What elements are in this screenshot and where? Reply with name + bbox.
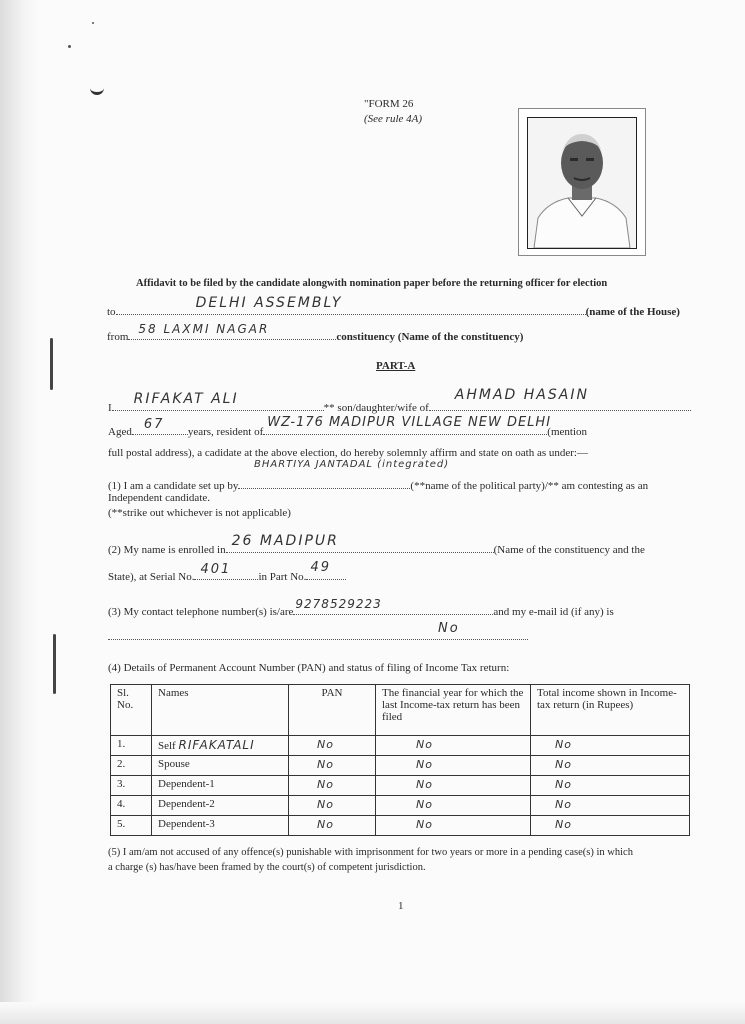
portrait-image bbox=[528, 118, 636, 248]
row-income: No bbox=[531, 776, 690, 796]
row-pan: No bbox=[289, 816, 376, 836]
age-row bbox=[108, 415, 587, 438]
item1-suffix: (**name of the political party)/** am contesting as an bbox=[410, 480, 649, 492]
constituency-row bbox=[107, 322, 524, 343]
row-year: No bbox=[376, 816, 531, 836]
age-value: 67 bbox=[143, 417, 165, 432]
constituency-value: 58 LAXMI NAGAR bbox=[138, 322, 270, 336]
row-year: No bbox=[376, 736, 531, 756]
row-name bbox=[152, 736, 289, 756]
row-sl: 1. bbox=[111, 736, 152, 756]
address-value: WZ-176 MADIPUR VILLAGE NEW DELHI bbox=[267, 415, 552, 430]
relation-label: ** son/daughter/wife of bbox=[323, 402, 429, 414]
to-label: to bbox=[107, 306, 116, 318]
staple-mark bbox=[50, 338, 53, 390]
constituency-suffix: constituency (Name of the constituency) bbox=[336, 331, 524, 343]
row-name-hw: RIFAKATALI bbox=[178, 738, 255, 752]
col-sl: Sl. No. bbox=[111, 685, 152, 736]
item1-label: (1) I am a candidate set up by bbox=[108, 480, 239, 492]
part-label: in Part No. bbox=[258, 571, 307, 583]
item1-row bbox=[108, 477, 648, 492]
row-income: No bbox=[531, 756, 690, 776]
row-income: No bbox=[531, 736, 690, 756]
scan-speck bbox=[92, 22, 94, 24]
enrolled-value: 26 MADIPUR bbox=[231, 533, 339, 549]
postal-text: full postal address), a cadidate at the above election, do hereby solemnly affirm and state on oath as under:— bbox=[108, 447, 588, 459]
row-name: Dependent-1 bbox=[152, 776, 289, 796]
serial-value: 401 bbox=[200, 562, 232, 577]
row-name: Dependent-2 bbox=[152, 796, 289, 816]
row-year: No bbox=[376, 796, 531, 816]
row-income: No bbox=[531, 796, 690, 816]
state-label: State), at Serial No. bbox=[108, 571, 195, 583]
pan-table bbox=[110, 684, 690, 836]
row-sl: 3. bbox=[111, 776, 152, 796]
scan-edge-shadow bbox=[0, 0, 40, 1024]
row-name: Spouse bbox=[152, 756, 289, 776]
from-label: from bbox=[107, 331, 129, 343]
email-row bbox=[108, 621, 528, 643]
row-year: No bbox=[376, 776, 531, 796]
affidavit-heading: Affidavit to be filed by the candidate alongwith nomination paper before the returning officer for election bbox=[136, 278, 608, 289]
form-title: "FORM 26 bbox=[364, 98, 414, 110]
scan-bottom-shadow bbox=[0, 1002, 745, 1024]
part-value: 49 bbox=[310, 560, 331, 575]
row-name-label: Self bbox=[158, 740, 176, 752]
serial-row bbox=[108, 560, 346, 583]
row-sl: 2. bbox=[111, 756, 152, 776]
party-value: BHARTIYA JANTADAL (integrated) bbox=[254, 459, 450, 470]
item5-line2: a charge (s) has/have been framed by the court(s) of competent jurisdiction. bbox=[108, 862, 426, 873]
phone-value: 9278529223 bbox=[295, 597, 382, 611]
aged-label: Aged bbox=[108, 426, 132, 438]
row-sl: 5. bbox=[111, 816, 152, 836]
strike-note: (**strike out whichever is not applicable) bbox=[108, 507, 291, 519]
house-field bbox=[116, 295, 586, 315]
page-number: 1 bbox=[398, 900, 404, 912]
resident-label: years, resident of bbox=[187, 426, 264, 438]
row-name: Dependent-3 bbox=[152, 816, 289, 836]
table-row bbox=[111, 776, 690, 796]
email-value: No bbox=[438, 621, 460, 636]
age-field bbox=[132, 417, 188, 435]
father-field bbox=[429, 387, 691, 411]
col-names: Names bbox=[152, 685, 289, 736]
enrolled-field bbox=[226, 533, 494, 553]
part-field bbox=[306, 560, 346, 580]
house-row bbox=[107, 295, 680, 318]
row-pan: No bbox=[289, 796, 376, 816]
name-field bbox=[112, 391, 324, 411]
item3-row bbox=[108, 597, 614, 618]
table-row bbox=[111, 756, 690, 776]
col-pan: PAN bbox=[289, 685, 376, 736]
table-header-row bbox=[111, 685, 690, 736]
table-row bbox=[111, 736, 690, 756]
col-financial-year: The financial year for which the last Income-tax return has been filed bbox=[376, 685, 531, 736]
scan-speck bbox=[68, 45, 71, 48]
father-name: AHMAD HASAIN bbox=[454, 387, 589, 403]
form-rule: (See rule 4A) bbox=[364, 113, 423, 125]
candidate-photo bbox=[518, 108, 646, 256]
col-total-income: Total income shown in Income-tax return (in Rupees) bbox=[531, 685, 690, 736]
row-income: No bbox=[531, 816, 690, 836]
house-value: DELHI ASSEMBLY bbox=[195, 295, 343, 311]
mention-label: (mention bbox=[547, 426, 587, 438]
item2-row bbox=[108, 533, 645, 556]
party-field bbox=[238, 477, 410, 489]
item1-continuation: Independent candidate. bbox=[108, 492, 211, 504]
table-row bbox=[111, 816, 690, 836]
address-field bbox=[263, 415, 552, 435]
item2-label: (2) My name is enrolled in bbox=[108, 544, 226, 556]
row-year: No bbox=[376, 756, 531, 776]
candidate-name: RIFAKAT ALI bbox=[133, 391, 239, 407]
item4-label: (4) Details of Permanent Account Number (PAN) and status of filing of Income Tax return: bbox=[108, 662, 510, 674]
staple-mark bbox=[53, 634, 56, 694]
row-pan: No bbox=[289, 756, 376, 776]
serial-field bbox=[194, 562, 258, 580]
scan-mark bbox=[90, 84, 104, 95]
table-row bbox=[111, 796, 690, 816]
house-suffix: (name of the House) bbox=[585, 306, 680, 318]
email-field bbox=[108, 621, 528, 640]
part-a-title: PART-A bbox=[376, 360, 416, 372]
row-pan: No bbox=[289, 736, 376, 756]
item5-line1: (5) I am/am not accused of any offence(s) punishable with imprisonment for two years or more in a pending case(s) in which bbox=[108, 847, 633, 858]
item3-label: (3) My contact telephone number(s) is/are bbox=[108, 606, 294, 618]
row-pan: No bbox=[289, 776, 376, 796]
email-label: and my e-mail id (if any) is bbox=[493, 606, 614, 618]
i-label: I bbox=[108, 402, 112, 414]
constituency-field bbox=[128, 322, 336, 340]
phone-field bbox=[293, 597, 493, 615]
row-sl: 4. bbox=[111, 796, 152, 816]
name-row bbox=[108, 387, 691, 414]
item2-suffix: (Name of the constituency and the bbox=[493, 544, 645, 556]
